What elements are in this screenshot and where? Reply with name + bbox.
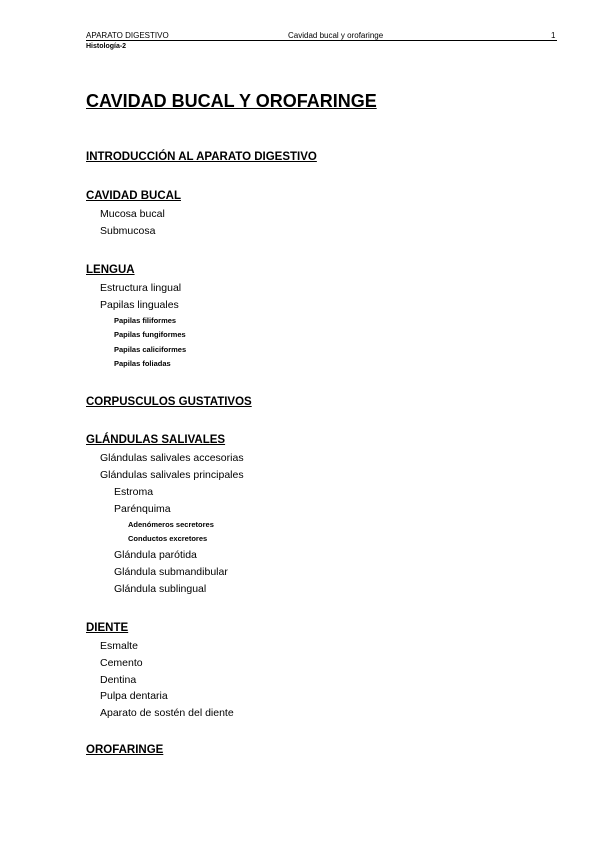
section-diente: DIENTE: [86, 622, 129, 634]
document-title: CAVIDAD BUCAL Y OROFARINGE: [86, 91, 377, 111]
section-introduccion: INTRODUCCIÓN AL APARATO DIGESTIVO: [86, 151, 317, 163]
toc-item-dentina: Dentina: [100, 674, 137, 686]
toc-item-glandulas-accesorias: Glándulas salivales accesorias: [100, 452, 244, 464]
section-orofaringe: OROFARINGE: [86, 744, 164, 756]
toc-item-submucosa: Submucosa: [100, 225, 156, 237]
toc-item-glandula-sublingual: Glándula sublingual: [114, 583, 207, 595]
header-rule: [86, 40, 557, 41]
section-cavidad-bucal: CAVIDAD BUCAL: [86, 190, 181, 202]
section-corpusculos-gustativos: CORPUSCULOS GUSTATIVOS: [86, 396, 252, 408]
toc-item-papilas-caliciformes: Papilas caliciformes: [114, 345, 187, 354]
toc-item-mucosa-bucal: Mucosa bucal: [100, 208, 165, 220]
toc-item-papilas-fungiformes: Papilas fungiformes: [114, 330, 186, 339]
toc-item-glandula-parotida: Glándula parótida: [114, 549, 197, 561]
toc-item-papilas-linguales: Papilas linguales: [100, 299, 179, 311]
running-header-left: APARATO DIGESTIVO: [86, 31, 169, 40]
toc-item-pulpa-dentaria: Pulpa dentaria: [100, 690, 168, 702]
toc-item-papilas-foliadas: Papilas foliadas: [114, 359, 171, 368]
toc-item-cemento: Cemento: [100, 657, 143, 669]
toc-item-glandulas-principales: Glándulas salivales principales: [100, 469, 244, 481]
toc-item-adenomeros-secretores: Adenómeros secretores: [128, 520, 214, 529]
toc-item-conductos-excretores: Conductos excretores: [128, 534, 208, 543]
running-header-subtitle: Histología-2: [86, 43, 127, 50]
running-header-center: Cavidad bucal y orofaringe: [288, 31, 384, 40]
toc-item-estroma: Estroma: [114, 486, 154, 498]
section-glandulas-salivales: GLÁNDULAS SALIVALES: [86, 434, 226, 446]
toc-item-glandula-submandibular: Glándula submandibular: [114, 566, 228, 578]
toc-item-papilas-filiformes: Papilas filiformes: [114, 316, 177, 325]
page-number: 1: [551, 31, 556, 40]
toc-item-parenquima: Parénquima: [114, 503, 171, 515]
section-lengua: LENGUA: [86, 264, 135, 276]
toc-item-estructura-lingual: Estructura lingual: [100, 282, 182, 294]
toc-item-esmalte: Esmalte: [100, 640, 138, 652]
toc-item-aparato-sosten: Aparato de sostén del diente: [100, 707, 234, 719]
